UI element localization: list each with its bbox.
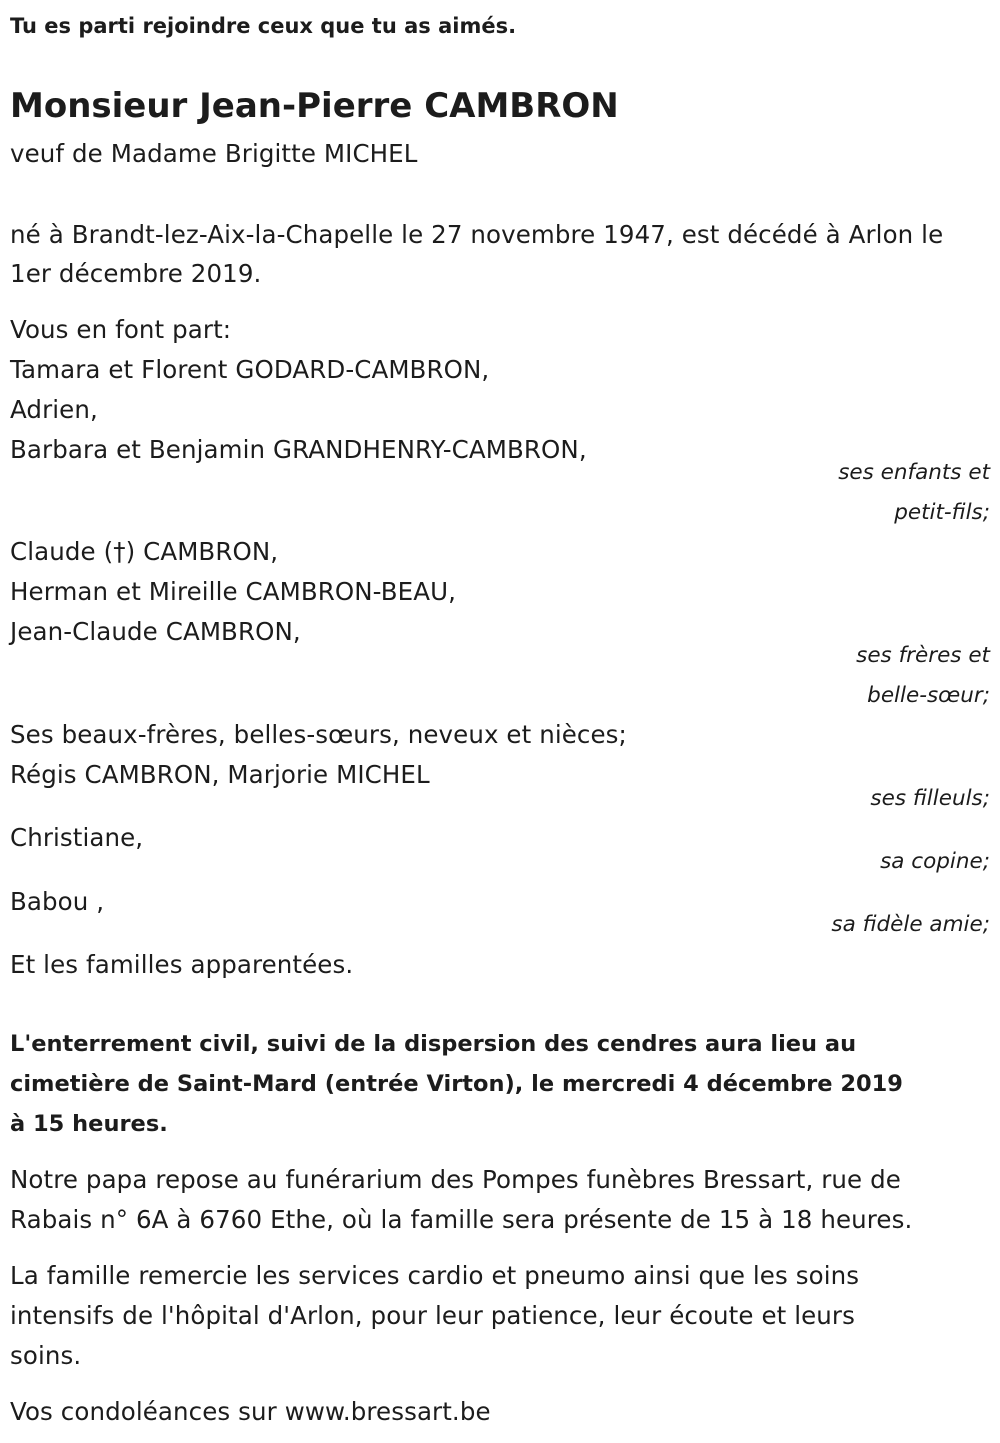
condolences-link[interactable]: Vos condoléances sur www.bressart.be	[10, 1397, 491, 1426]
thanks-line-2: intensifs de l'hôpital d'Arlon, pour leur patience, leur écoute et leurs	[10, 1301, 855, 1330]
sibling-3: Jean-Claude CAMBRON,	[10, 617, 301, 646]
friend-2: Babou ,	[10, 887, 105, 916]
birth-death-line-2: 1er décembre 2019.	[10, 259, 262, 288]
birth-death-line-1: né à Brandt-lez-Aix-la-Chapelle le 27 novembre 1947, est décédé à Arlon le	[10, 220, 944, 249]
children-role-line-2: petit-fils;	[894, 500, 990, 525]
announcers-intro: Vous en font part:	[10, 315, 232, 344]
visitation-line-1: Notre papa repose au funérarium des Pompes funèbres Bressart, rue de	[10, 1165, 901, 1194]
spouse-line: veuf de Madame Brigitte MICHEL	[10, 139, 418, 168]
friend-1: Christiane,	[10, 823, 144, 852]
funeral-line-2: cimetière de Saint-Mard (entrée Virton), le mercredi 4 décembre 2019	[10, 1071, 903, 1097]
funeral-line-3: à 15 heures.	[10, 1111, 168, 1137]
siblings-role-line-1: ses frères et	[856, 643, 990, 668]
siblings-role-line-2: belle-sœur;	[867, 683, 990, 708]
deceased-name: Monsieur Jean-Pierre CAMBRON	[10, 86, 619, 126]
child-3: Barbara et Benjamin GRANDHENRY-CAMBRON,	[10, 435, 587, 464]
friend-1-role: sa copine;	[880, 849, 990, 874]
in-laws: Ses beaux-frères, belles-sœurs, neveux et nièces;	[10, 720, 627, 749]
thanks-line-1: La famille remercie les services cardio et pneumo ainsi que les soins	[10, 1261, 860, 1290]
godchildren-role: ses filleuls;	[870, 786, 990, 811]
thanks-line-3: soins.	[10, 1341, 82, 1370]
funeral-line-1: L'enterrement civil, suivi de la dispersion des cendres aura lieu au	[10, 1031, 857, 1057]
sibling-1: Claude (†) CAMBRON,	[10, 537, 279, 566]
friend-2-role: sa fidèle amie;	[831, 912, 990, 937]
families-line: Et les familles apparentées.	[10, 950, 354, 979]
sibling-2: Herman et Mireille CAMBRON-BEAU,	[10, 577, 457, 606]
visitation-line-2: Rabais n° 6A à 6760 Ethe, où la famille sera présente de 15 à 18 heures.	[10, 1205, 913, 1234]
child-2: Adrien,	[10, 395, 98, 424]
godchildren: Régis CAMBRON, Marjorie MICHEL	[10, 760, 430, 789]
children-role-line-1: ses enfants et	[838, 460, 990, 485]
child-1: Tamara et Florent GODARD-CAMBRON,	[10, 355, 490, 384]
motto: Tu es parti rejoindre ceux que tu as aimés.	[10, 14, 517, 38]
